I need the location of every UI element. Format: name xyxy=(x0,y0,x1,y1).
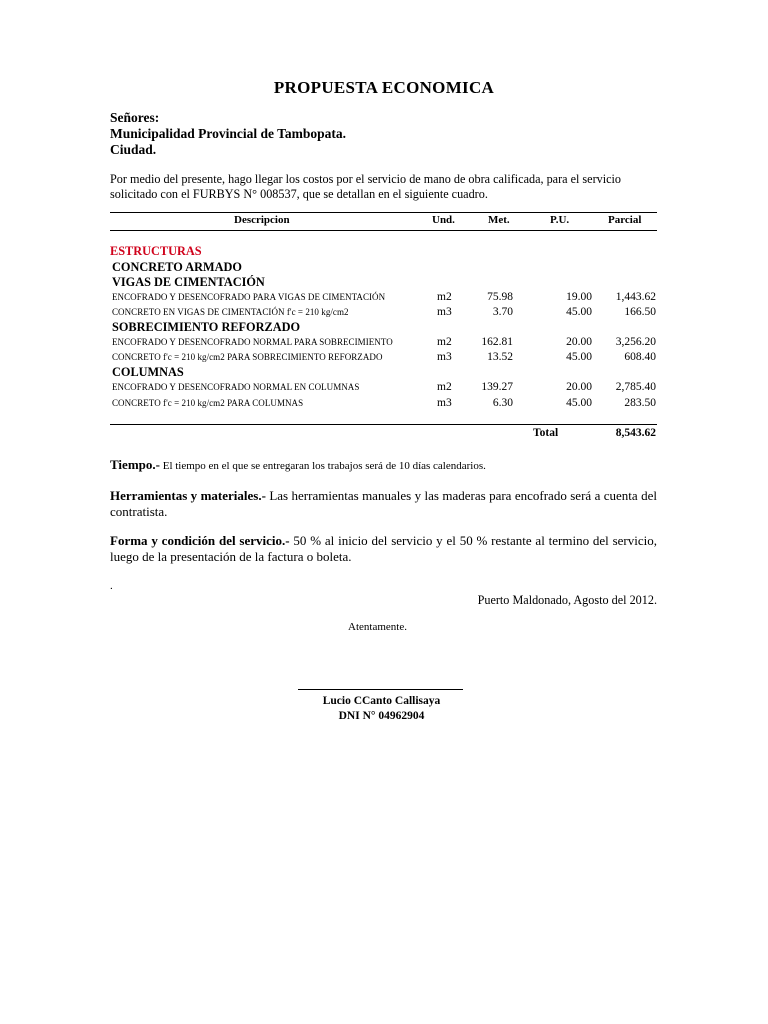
row-met: 6.30 xyxy=(492,397,513,409)
row-description: ENCOFRADO Y DESENCOFRADO NORMAL EN COLUMNAS xyxy=(112,382,360,392)
row-pu: 20.00 xyxy=(566,336,592,348)
category-estructuras: ESTRUCTURAS xyxy=(110,244,202,258)
row-description: ENCOFRADO Y DESENCOFRADO PARA VIGAS DE CIMENTACIÓN xyxy=(112,292,386,302)
row-unit: m3 xyxy=(437,397,452,409)
table-bottom-rule xyxy=(110,424,657,425)
row-unit: m3 xyxy=(437,306,452,318)
row-pu: 45.00 xyxy=(566,397,592,409)
header-parcial: Parcial xyxy=(608,214,642,226)
tiempo-label: Tiempo.- xyxy=(110,457,160,472)
herramientas-label: Herramientas y materiales.- xyxy=(110,488,266,503)
row-met: 75.98 xyxy=(487,291,513,303)
total-label: Total xyxy=(533,427,559,439)
tiempo-paragraph xyxy=(110,457,657,474)
forma-paragraph xyxy=(110,533,657,565)
header-met: Met. xyxy=(488,214,510,226)
header-und: Und. xyxy=(432,214,455,226)
total-value: 8,543.62 xyxy=(615,427,656,439)
row-description: ENCOFRADO Y DESENCOFRADO NORMAL PARA SOBRECIMIENTO xyxy=(112,337,393,347)
row-unit: m2 xyxy=(437,336,452,348)
tiempo-text: El tiempo en el que se entregaran los trabajos será de 10 días calendarios. xyxy=(159,460,486,472)
row-pu: 45.00 xyxy=(566,351,592,363)
row-met: 13.52 xyxy=(487,351,513,363)
row-parcial: 2,785.40 xyxy=(615,381,656,393)
header-pu: P.U. xyxy=(550,214,570,226)
herramientas-paragraph xyxy=(110,488,657,520)
row-unit: m2 xyxy=(437,291,452,303)
row-met: 139.27 xyxy=(481,381,513,393)
signer-name: Lucio CCanto Callisaya xyxy=(322,695,441,707)
place-date: Puerto Maldonado, Agosto del 2012. xyxy=(477,593,657,607)
row-pu: 45.00 xyxy=(566,306,592,318)
forma-text: 50 % al inicio del servicio y el 50 % restante al termino del servicio, luego de la presentación de la factura o boleta. xyxy=(110,533,657,564)
row-met: 162.81 xyxy=(481,336,513,348)
row-pu: 19.00 xyxy=(566,291,592,303)
row-description: CONCRETO EN VIGAS DE CIMENTACIÓN f'c = 210 kg/cm2 xyxy=(112,307,349,317)
row-description: CONCRETO f'c = 210 kg/cm2 PARA COLUMNAS xyxy=(112,398,304,408)
row-met: 3.70 xyxy=(492,306,513,318)
row-parcial: 166.50 xyxy=(624,306,656,318)
row-parcial: 283.50 xyxy=(624,397,656,409)
row-parcial: 1,443.62 xyxy=(615,291,656,303)
table-top-rule xyxy=(110,212,657,213)
row-unit: m2 xyxy=(437,381,452,393)
table-header-rule xyxy=(110,230,657,231)
row-parcial: 608.40 xyxy=(624,351,656,363)
regards: Atentamente. xyxy=(348,621,407,633)
salutation: Señores: xyxy=(110,110,160,125)
addressee: Municipalidad Provincial de Tambopata. xyxy=(110,126,347,141)
document-title: PROPUESTA ECONOMICA xyxy=(273,78,495,97)
signer-dni: DNI N° 04962904 xyxy=(338,710,425,722)
stray-dot: . xyxy=(110,580,113,592)
forma-label: Forma y condición del servicio.- xyxy=(110,533,290,548)
herramientas-text: Las herramientas manuales y las maderas para encofrado será a cuenta del contratista. xyxy=(110,488,657,519)
section-title: VIGAS DE CIMENTACIÓN xyxy=(112,275,265,289)
group-concreto-armado: CONCRETO ARMADO xyxy=(112,260,242,274)
row-unit: m3 xyxy=(437,351,452,363)
intro-line-1: Por medio del presente, hago llegar los costos por el servicio de mano de obra calificada, para el servicio xyxy=(110,172,622,186)
row-parcial: 3,256.20 xyxy=(615,336,656,348)
row-description: CONCRETO f'c = 210 kg/cm2 PARA SOBRECIMIENTO REFORZADO xyxy=(112,352,383,362)
header-descripcion: Descripcion xyxy=(234,214,290,226)
intro-line-2: solicitado con el FURBYS N° 008537, que se detallan en el siguiente cuadro. xyxy=(110,187,488,201)
signature-line xyxy=(298,689,463,690)
section-title: COLUMNAS xyxy=(112,365,184,379)
section-title: SOBRECIMIENTO REFORZADO xyxy=(112,320,301,334)
city: Ciudad. xyxy=(110,142,157,157)
row-pu: 20.00 xyxy=(566,381,592,393)
